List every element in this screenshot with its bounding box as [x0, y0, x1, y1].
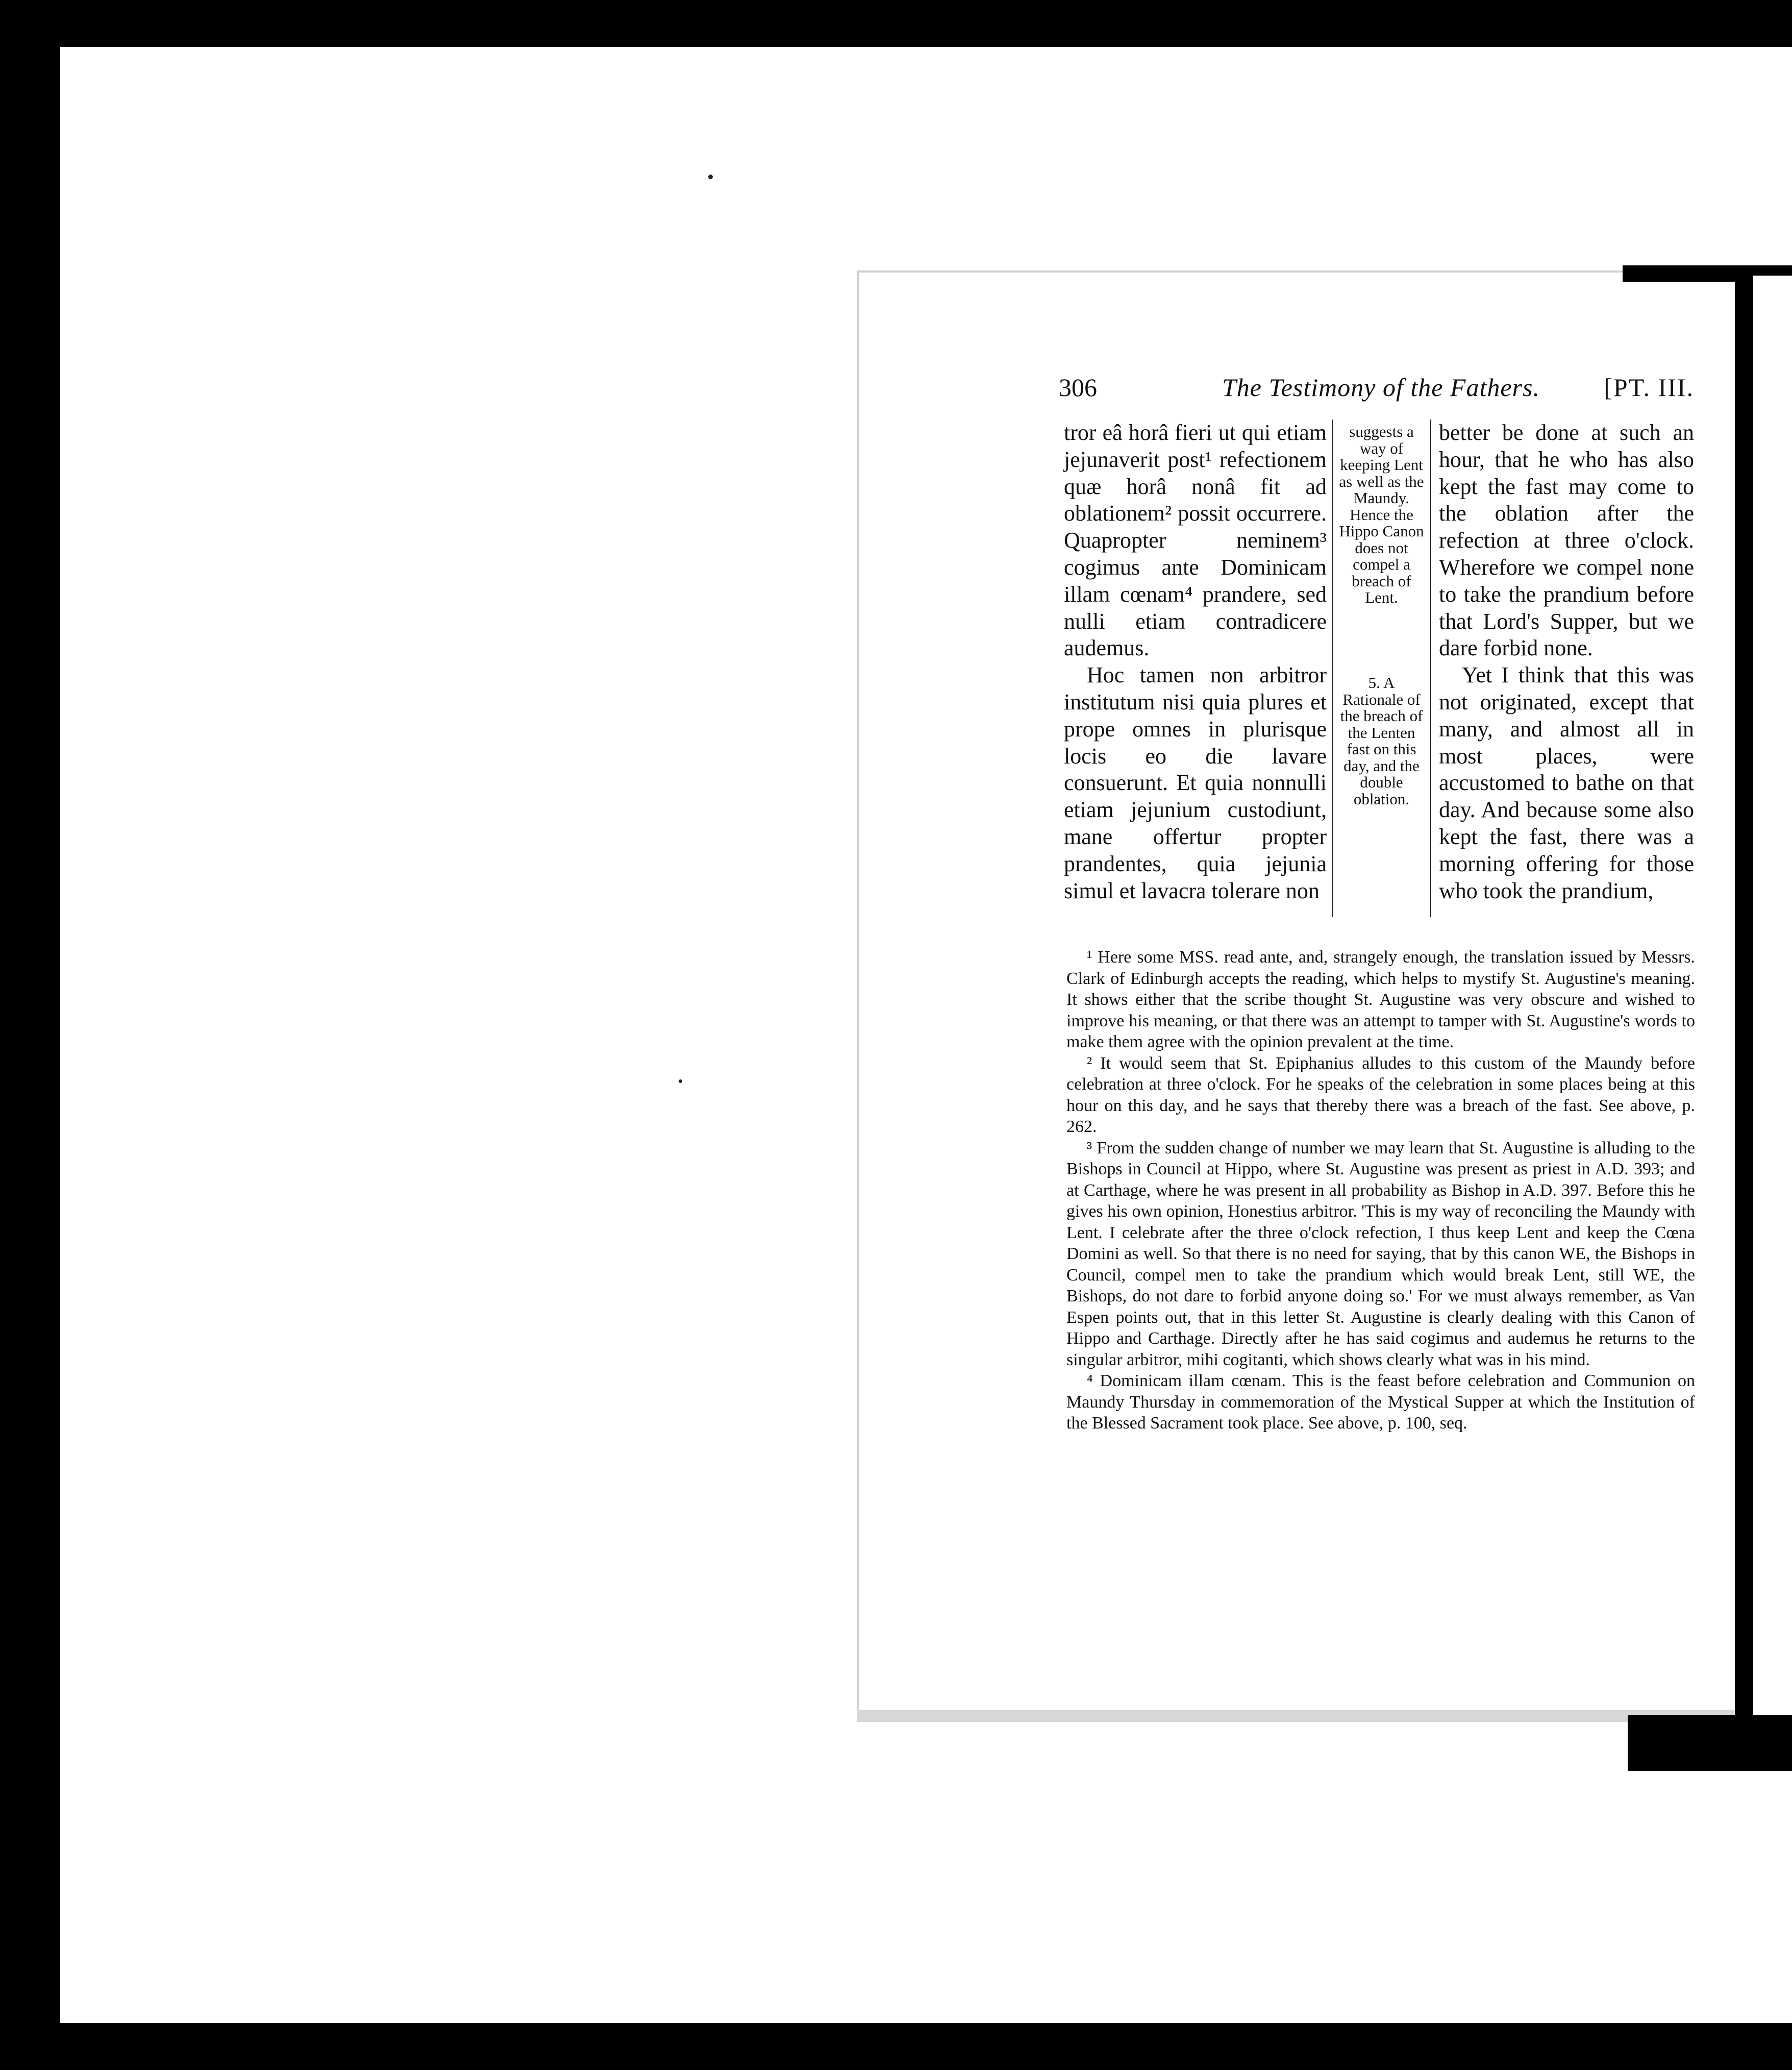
scan-speck: [679, 1079, 682, 1083]
column-rule-left: [1332, 420, 1333, 917]
column-rule-right: [1430, 420, 1431, 917]
english-paragraph: better be done at such an hour, that he who has also kept the fast may come to the oblation after the refection at three o'clock. Wherefore we compel none to take the prandium before that Lord's Supper, but we dare forbid none.: [1439, 420, 1694, 661]
footnote: ¹ Here some MSS. read ante, and, strangely enough, the translation issued by Messrs. Clark of Edinburgh accepts the reading, which helps to mystify St. Augustine's meaning. It shows either that the scribe thought St. Augustine was very obscure and wished to improve his meaning, or that there was an attempt to tamper with St. Augustine's words to make them agree with the opinion prevalent at the time.: [1066, 948, 1695, 1051]
latin-paragraph: tror eâ horâ fieri ut qui etiam jejunaverit post¹ refectionem quæ horâ nonâ fit ad oblationem² possit occurrere. Quapropter neminem³ cogimus ante Dominicam illam cœnam⁴ prandere, sed nulli etiam contradicere audemus.: [1064, 420, 1327, 661]
english-paragraph: Yet I think that this was not originated, except that many, and almost all in most places, were accustomed to bathe on that day. And because some also kept the fast, there was a morning offering for those who took the prandium,: [1439, 662, 1694, 903]
running-title: The Testimony of the Fathers.: [1222, 373, 1540, 402]
footnotes: [1066, 947, 1695, 1434]
scan-speck: [708, 175, 713, 179]
scan-frame-bottom: [0, 2023, 1792, 2070]
next-page-fragment: [1753, 276, 1792, 1715]
right-bottom-block: [1628, 1715, 1792, 1771]
scan-frame-top: [0, 0, 1792, 47]
margin-note: 5. A Rationale of the breach of the Lenten fast on this day, and the double oblation.: [1340, 674, 1423, 808]
page-edge-shadow: [857, 1710, 1740, 1722]
footnote: ⁴ Dominicam illam cœnam. This is the feast before celebration and Communion on Maundy Thursday in commemoration of the Mystical Supper at which the Institution of the Blessed Sacrament took place. See above, p. 100, seq.: [1066, 1371, 1695, 1433]
right-vertical-bar: [1735, 265, 1753, 1771]
footnote: ² It would seem that St. Epiphanius alludes to this custom of the Maundy before celebration at three o'clock. For he speaks of the celebration in some places being at this hour on this day, and he says that thereby there was a breach of the fast. See above, p. 262.: [1066, 1053, 1695, 1136]
scan-frame-left: [0, 0, 60, 2070]
footnote: ³ From the sudden change of number we may learn that St. Augustine is alluding to the Bishops in Council at Hippo, where St. Augustine was present as priest in A.D. 393; and at Carthage, where he was present in all probability as Bishop in A.D. 397. Before this he gives his own opinion, Honestius arbitror. 'This is my way of reconciling the Maundy with Lent. I celebrate after the three o'clock refection, I thus keep Lent and keep the Cœna Domini as well. So that there is no need for saying, that by this canon WE, the Bishops in Council, compel men to take the prandium which would break Lent, still WE, the Bishops, do not dare to forbid anyone doing so.' For we must always remember, as Van Espen points out, that in this letter St. Augustine is clearly dealing with this Canon of Hippo and Carthage. Directly after he has said cogimus and audemus he returns to the singular arbitror, mihi cogitanti, which shows clearly what was in his mind.: [1066, 1138, 1695, 1369]
english-column: [1439, 420, 1694, 904]
running-header: [1059, 373, 1694, 408]
latin-column: [1064, 420, 1327, 904]
part-label: [PT. III.: [1604, 373, 1694, 402]
latin-paragraph: Hoc tamen non arbitror institutum nisi quia plures et prope omnes in plurisque locis eo die lavare consuerunt. Et quia nonnulli etiam jejunium custodiunt, mane offertur propter prandentes, quia jejunia simul et lavacra tolerare non: [1064, 662, 1327, 903]
page-number: 306: [1059, 373, 1097, 402]
margin-note: suggests a way of keeping Lent as well as the Maundy. Hence the Hippo Canon does not compel a breach of Lent.: [1339, 423, 1424, 606]
